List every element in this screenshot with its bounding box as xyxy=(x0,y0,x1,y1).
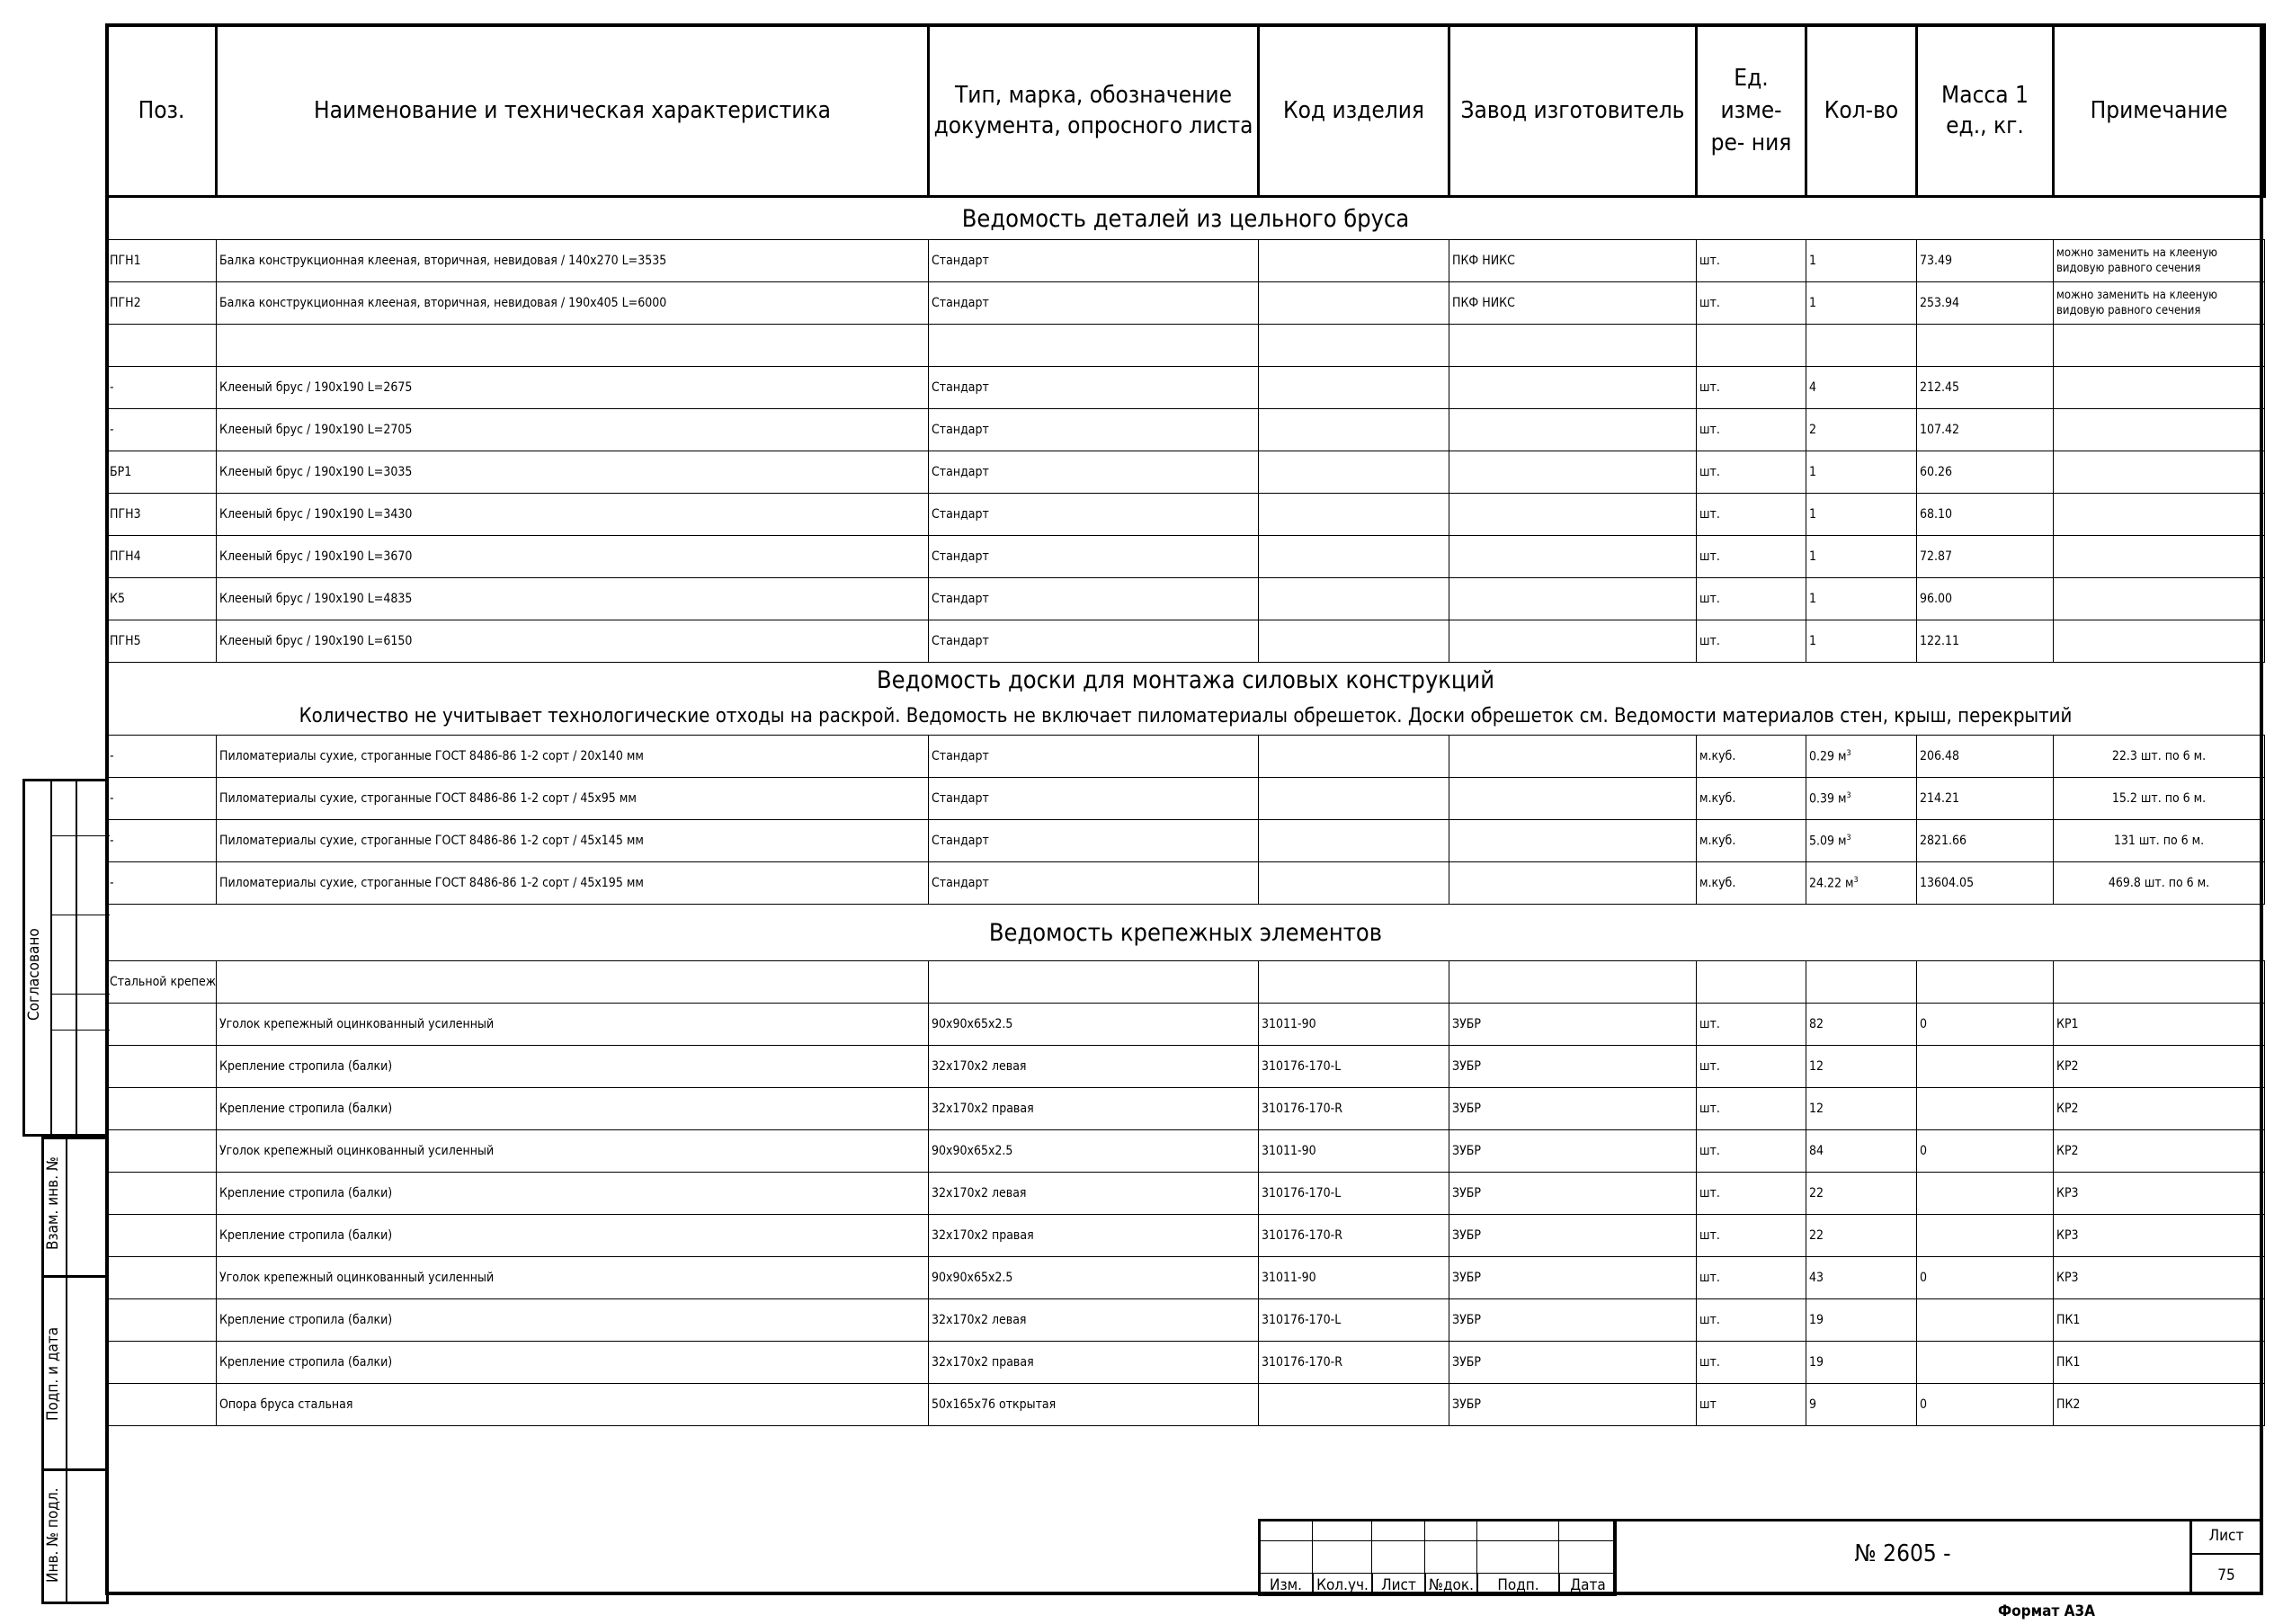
cell-type: 90x90x65x2.5 xyxy=(929,1130,1259,1173)
cell-factory: ЗУБР xyxy=(1449,1173,1697,1215)
revision-header-ndok: №док. xyxy=(1424,1573,1477,1596)
cell-name: Пиломатериалы сухие, строганные ГОСТ 8486-86 1-2 сорт / 45x95 мм xyxy=(217,778,929,820)
cell-note: 22.3 шт. по 6 м. xyxy=(2054,736,2265,778)
cell-pos: ПГН5 xyxy=(107,620,217,663)
section-title-details: Ведомость деталей из цельного бруса xyxy=(107,197,2265,240)
cell-unit: шт. xyxy=(1697,1130,1806,1173)
cell-unit: шт. xyxy=(1697,1342,1806,1384)
revision-cell xyxy=(1371,1540,1425,1574)
cell-name: Клееный брус / 190x190 L=2705 xyxy=(217,409,929,451)
section-title-boards: Ведомость доски для монтажа силовых конструкций xyxy=(107,663,2265,698)
cell-type: Стандарт xyxy=(929,620,1259,663)
cell-type: 32x170x2 левая xyxy=(929,1173,1259,1215)
cell-name: Балка конструкционная клееная, вторичная, невидовая / 140x270 L=3535 xyxy=(217,240,929,282)
cell-type: Стандарт xyxy=(929,736,1259,778)
cell-name: Клееный брус / 190x190 L=6150 xyxy=(217,620,929,663)
sign-date-label: Подп. и дата xyxy=(44,1326,62,1421)
cell-code: 310176-170-R xyxy=(1259,1215,1449,1257)
cell-factory: ПКФ НИКС xyxy=(1449,282,1697,325)
section-subtitle-boards: Количество не учитывает технологические отходы на раскрой. Ведомость не включает пиломатериалы обрешеток. Доски обрешеток см. Ведомости материалов стен, крыш, перекрытий xyxy=(107,697,2265,736)
header-pos: Поз. xyxy=(107,25,217,197)
cell-unit: шт. xyxy=(1697,409,1806,451)
cell-name: Клееный брус / 190x190 L=3670 xyxy=(217,536,929,578)
cell-note: можно заменить на клееную видовую равного сечения xyxy=(2054,282,2265,325)
cell-pos: БР1 xyxy=(107,451,217,494)
cell-name: Крепление стропила (балки) xyxy=(217,1173,929,1215)
cell-mass: 72.87 xyxy=(1917,536,2054,578)
cell-mass: 214.21 xyxy=(1917,778,2054,820)
cell-pos: ПГН2 xyxy=(107,282,217,325)
cell-code: 31011-90 xyxy=(1259,1130,1449,1173)
cell-qty: 1 xyxy=(1806,494,1917,536)
cell-pos: ПГН1 xyxy=(107,240,217,282)
cell-mass: 253.94 xyxy=(1917,282,2054,325)
cell-note: ПК2 xyxy=(2054,1384,2265,1426)
cell-mass: 107.42 xyxy=(1917,409,2054,451)
cell-qty: 84 xyxy=(1806,1130,1917,1173)
cell-qty: 12 xyxy=(1806,1046,1917,1088)
cell-unit: шт. xyxy=(1697,620,1806,663)
cell-note: 469.8 шт. по 6 м. xyxy=(2054,862,2265,905)
header-unit: Ед. изме- ре- ния xyxy=(1697,25,1806,197)
cell-unit: м.куб. xyxy=(1697,862,1806,905)
cell-factory: ЗУБР xyxy=(1449,1088,1697,1130)
revision-cell xyxy=(1558,1519,1617,1541)
cell-mass: 0 xyxy=(1917,1257,2054,1299)
revision-header-list: Лист xyxy=(1371,1573,1425,1596)
cell-type: 32x170x2 левая xyxy=(929,1299,1259,1342)
cell-name: Пиломатериалы сухие, строганные ГОСТ 8486-86 1-2 сорт / 45x145 мм xyxy=(217,820,929,862)
cell-type: 90x90x65x2.5 xyxy=(929,1004,1259,1046)
cell-name: Крепление стропила (балки) xyxy=(217,1299,929,1342)
cell-factory: ПКФ НИКС xyxy=(1449,240,1697,282)
cell-qty: 82 xyxy=(1806,1004,1917,1046)
cell-name: Крепление стропила (балки) xyxy=(217,1342,929,1384)
revision-cell xyxy=(1258,1519,1313,1541)
cell-factory: ЗУБР xyxy=(1449,1257,1697,1299)
cell-pos: - xyxy=(107,862,217,905)
revision-header-data: Дата xyxy=(1558,1573,1617,1596)
cell-note: можно заменить на клееную видовую равного сечения xyxy=(2054,240,2265,282)
cell-unit: шт. xyxy=(1697,494,1806,536)
cell-unit: шт. xyxy=(1697,1004,1806,1046)
cell-unit: шт. xyxy=(1697,240,1806,282)
cell-pos: ПГН3 xyxy=(107,494,217,536)
cell-factory: ЗУБР xyxy=(1449,1130,1697,1173)
cell-type: 32x170x2 левая xyxy=(929,1046,1259,1088)
cell-type: Стандарт xyxy=(929,240,1259,282)
cell-factory: ЗУБР xyxy=(1449,1046,1697,1088)
cell-note: КР2 xyxy=(2054,1046,2265,1088)
cell-factory: ЗУБР xyxy=(1449,1004,1697,1046)
revision-cell xyxy=(1371,1519,1425,1541)
cell-qty: 4 xyxy=(1806,367,1917,409)
revision-cell xyxy=(1312,1519,1372,1541)
cell-mass: 60.26 xyxy=(1917,451,2054,494)
sheet-frame xyxy=(105,23,2263,1595)
cell-factory: ЗУБР xyxy=(1449,1384,1697,1426)
cell-pos: - xyxy=(107,820,217,862)
format-label: Формат А3А xyxy=(1998,1602,2095,1620)
cell-mass: 96.00 xyxy=(1917,578,2054,620)
cell-qty: 0.39 $м^3$ xyxy=(1806,778,1917,820)
cell-qty: 1 xyxy=(1806,620,1917,663)
cell-name: Балка конструкционная клееная, вторичная, невидовая / 190x405 L=6000 xyxy=(217,282,929,325)
cell-code: 31011-90 xyxy=(1259,1257,1449,1299)
cell-mass: 0 xyxy=(1917,1130,2054,1173)
revision-cell xyxy=(1424,1540,1477,1574)
cell-pos: ПГН4 xyxy=(107,536,217,578)
cell-unit: шт xyxy=(1697,1384,1806,1426)
cell-qty: 5.09 $м^3$ xyxy=(1806,820,1917,862)
revision-cell xyxy=(1258,1540,1313,1574)
cell-mass: 2821.66 xyxy=(1917,820,2054,862)
cell-qty: 1 xyxy=(1806,240,1917,282)
cell-qty: 19 xyxy=(1806,1299,1917,1342)
cell-unit: шт. xyxy=(1697,1173,1806,1215)
cell-pos: - xyxy=(107,778,217,820)
cell-qty: 22 xyxy=(1806,1215,1917,1257)
inventory-original-label: Инв. № подл. xyxy=(44,1487,62,1583)
cell-type: 50x165x76 открытая xyxy=(929,1384,1259,1426)
cell-qty: 0.29 $м^3$ xyxy=(1806,736,1917,778)
cell-qty: 1 xyxy=(1806,536,1917,578)
header-mass: Масса 1 ед., кг. xyxy=(1917,25,2054,197)
cell-type: Стандарт xyxy=(929,367,1259,409)
cell-type: Стандарт xyxy=(929,451,1259,494)
cell-note: КР1 xyxy=(2054,1004,2265,1046)
cell-name: Клееный брус / 190x190 L=2675 xyxy=(217,367,929,409)
cell-unit: шт. xyxy=(1697,1215,1806,1257)
cell-mass: 206.48 xyxy=(1917,736,2054,778)
cell-qty: 9 xyxy=(1806,1384,1917,1426)
cell-type: Стандарт xyxy=(929,862,1259,905)
cell-mass: 68.10 xyxy=(1917,494,2054,536)
cell-pos: - xyxy=(107,409,217,451)
cell-note: ПК1 xyxy=(2054,1299,2265,1342)
inventory-replace-label: Взам. инв. № xyxy=(44,1156,62,1250)
sheet-label: Лист xyxy=(2208,1527,2244,1545)
cell-mass: 122.11 xyxy=(1917,620,2054,663)
cell-name: Клееный брус / 190x190 L=4835 xyxy=(217,578,929,620)
cell-note: КР3 xyxy=(2054,1173,2265,1215)
cell-type: Стандарт xyxy=(929,409,1259,451)
cell-code: 310176-170-R xyxy=(1259,1342,1449,1384)
cell-mass: 0 xyxy=(1917,1004,2054,1046)
cell-qty: 43 xyxy=(1806,1257,1917,1299)
header-qty: Кол-во xyxy=(1806,25,1917,197)
cell-factory: ЗУБР xyxy=(1449,1299,1697,1342)
revision-cell xyxy=(1476,1540,1559,1574)
cell-qty: 1 xyxy=(1806,282,1917,325)
cell-type: Стандарт xyxy=(929,778,1259,820)
cell-mass: 13604.05 xyxy=(1917,862,2054,905)
header-type: Тип, марка, обозначение документа, опросного листа xyxy=(929,25,1259,197)
agreed-strip xyxy=(22,779,109,1137)
cell-type: 90x90x65x2.5 xyxy=(929,1257,1259,1299)
cell-type: 32x170x2 правая xyxy=(929,1088,1259,1130)
cell-type: Стандарт xyxy=(929,536,1259,578)
cell-code: 310176-170-R xyxy=(1259,1088,1449,1130)
revision-header-podp: Подп. xyxy=(1476,1573,1559,1596)
section-title-fasteners: Ведомость крепежных элементов xyxy=(107,905,2265,961)
cell-unit: м.куб. xyxy=(1697,778,1806,820)
cell-unit: шт. xyxy=(1697,578,1806,620)
cell-unit: м.куб. xyxy=(1697,736,1806,778)
header-code: Код изделия xyxy=(1259,25,1449,197)
cell-unit: шт. xyxy=(1697,367,1806,409)
cell-qty: 1 xyxy=(1806,451,1917,494)
cell-code: 31011-90 xyxy=(1259,1004,1449,1046)
cell-mass: 0 xyxy=(1917,1384,2054,1426)
cell-pos: Стальной крепеж xyxy=(107,961,217,1004)
cell-code: 310176-170-L xyxy=(1259,1173,1449,1215)
cell-mass: 73.49 xyxy=(1917,240,2054,282)
header-name: Наименование и техническая характеристика xyxy=(217,25,929,197)
cell-name: Уголок крепежный оцинкованный усиленный xyxy=(217,1257,929,1299)
cell-note: КР2 xyxy=(2054,1130,2265,1173)
cell-factory: ЗУБР xyxy=(1449,1342,1697,1384)
cell-mass: 212.45 xyxy=(1917,367,2054,409)
cell-note: КР3 xyxy=(2054,1257,2265,1299)
cell-qty: 19 xyxy=(1806,1342,1917,1384)
revision-header-izm: Изм. xyxy=(1258,1573,1313,1596)
cell-unit: м.куб. xyxy=(1697,820,1806,862)
cell-type: 32x170x2 правая xyxy=(929,1215,1259,1257)
cell-unit: шт. xyxy=(1697,282,1806,325)
revision-cell xyxy=(1558,1540,1617,1574)
cell-type: Стандарт xyxy=(929,282,1259,325)
cell-unit: шт. xyxy=(1697,1088,1806,1130)
revision-header-koluch: Кол.уч. xyxy=(1312,1573,1372,1596)
cell-qty: 12 xyxy=(1806,1088,1917,1130)
cell-factory: ЗУБР xyxy=(1449,1215,1697,1257)
cell-note: 15.2 шт. по 6 м. xyxy=(2054,778,2265,820)
cell-pos: - xyxy=(107,736,217,778)
sheet-number: 75 xyxy=(2217,1566,2235,1584)
cell-note: ПК1 xyxy=(2054,1342,2265,1384)
cell-unit: шт. xyxy=(1697,1257,1806,1299)
cell-note: 131 шт. по 6 м. xyxy=(2054,820,2265,862)
cell-name: Пиломатериалы сухие, строганные ГОСТ 8486-86 1-2 сорт / 45x195 мм xyxy=(217,862,929,905)
revision-cell xyxy=(1476,1519,1559,1541)
cell-unit: шт. xyxy=(1697,536,1806,578)
cell-pos: - xyxy=(107,367,217,409)
cell-name: Клееный брус / 190x190 L=3430 xyxy=(217,494,929,536)
header-factory: Завод изготовитель xyxy=(1449,25,1697,197)
cell-type: Стандарт xyxy=(929,494,1259,536)
cell-name: Крепление стропила (балки) xyxy=(217,1088,929,1130)
cell-code: 310176-170-L xyxy=(1259,1046,1449,1088)
cell-unit: шт. xyxy=(1697,451,1806,494)
revision-cell xyxy=(1424,1519,1477,1541)
cell-type: Стандарт xyxy=(929,820,1259,862)
cell-name: Уголок крепежный оцинкованный усиленный xyxy=(217,1130,929,1173)
cell-name: Опора бруса стальная xyxy=(217,1384,929,1426)
cell-note: КР3 xyxy=(2054,1215,2265,1257)
document-number: № 2605 - xyxy=(1854,1540,1951,1567)
header-note: Примечание xyxy=(2054,25,2265,197)
cell-name: Клееный брус / 190x190 L=3035 xyxy=(217,451,929,494)
cell-name: Уголок крепежный оцинкованный усиленный xyxy=(217,1004,929,1046)
cell-qty: 22 xyxy=(1806,1173,1917,1215)
cell-name: Крепление стропила (балки) xyxy=(217,1215,929,1257)
cell-name: Крепление стропила (балки) xyxy=(217,1046,929,1088)
cell-unit: шт. xyxy=(1697,1046,1806,1088)
cell-name: Пиломатериалы сухие, строганные ГОСТ 8486-86 1-2 сорт / 20x140 мм xyxy=(217,736,929,778)
revision-cell xyxy=(1312,1540,1372,1574)
cell-qty: 24.22 $м^3$ xyxy=(1806,862,1917,905)
cell-type: Стандарт xyxy=(929,578,1259,620)
cell-note: КР2 xyxy=(2054,1088,2265,1130)
cell-qty: 1 xyxy=(1806,578,1917,620)
cell-code: 310176-170-L xyxy=(1259,1299,1449,1342)
cell-pos: К5 xyxy=(107,578,217,620)
agreed-label: Согласовано xyxy=(25,928,43,1021)
cell-unit: шт. xyxy=(1697,1299,1806,1342)
cell-qty: 2 xyxy=(1806,409,1917,451)
cell-type: 32x170x2 правая xyxy=(929,1342,1259,1384)
